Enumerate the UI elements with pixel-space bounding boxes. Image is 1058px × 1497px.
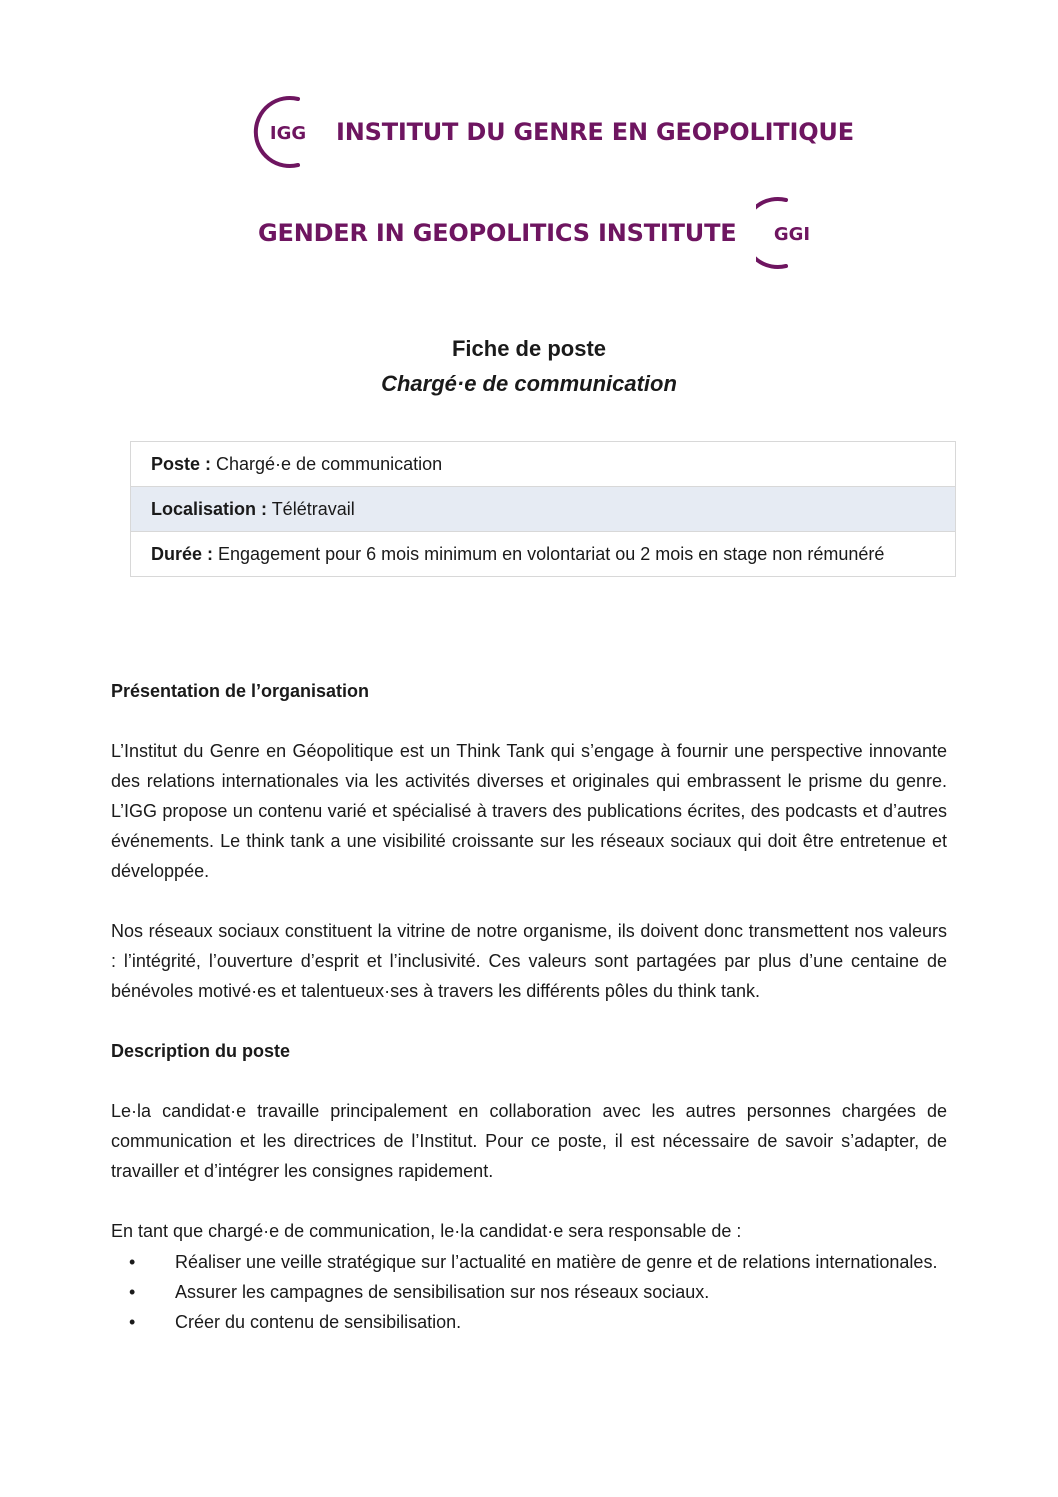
info-value: Télétravail xyxy=(267,499,355,519)
igg-logo-mark xyxy=(250,95,322,169)
section-heading-presentation: Présentation de l’organisation xyxy=(111,681,370,701)
bullet-icon: • xyxy=(129,1282,136,1302)
igg-badge-text: IGG xyxy=(269,123,307,144)
list-item xyxy=(111,1250,947,1274)
job-info-table xyxy=(130,441,956,577)
info-value: Engagement pour 6 mois minimum en volontariat ou 2 mois en stage non rémunéré xyxy=(213,544,885,564)
document-body xyxy=(111,676,947,1340)
logo-fr-name: INSTITUT DU GENRE EN GEOPOLITIQUE xyxy=(336,118,854,146)
info-value: Chargé·e de communication xyxy=(211,454,443,474)
list-item xyxy=(111,1310,947,1334)
page-title: Fiche de poste xyxy=(451,336,607,361)
logo-igg xyxy=(250,95,854,169)
paragraph: En tant que chargé·e de communication, le·la candidat·e sera responsable de : xyxy=(111,1221,742,1241)
responsibilities-list xyxy=(111,1250,947,1334)
logo-en-name: GENDER IN GEOPOLITICS INSTITUTE xyxy=(258,219,737,247)
paragraph: Nos réseaux sociaux constituent la vitrine de notre organisme, ils doivent donc transmettent nos valeurs : l’intégrité, l’ouverture d’esprit et l’inclusivité. Ces valeurs sont partagées par plus d’une centaine de bénévoles motivé·es et talentueux·ses à travers les différents pôles du think tank. xyxy=(111,921,947,1001)
list-item-text: Assurer les campagnes de sensibilisation sur nos réseaux sociaux. xyxy=(175,1282,710,1302)
list-item xyxy=(111,1280,947,1304)
info-label: Localisation : xyxy=(151,499,268,519)
bullet-icon: • xyxy=(129,1312,136,1332)
info-label: Poste : xyxy=(151,454,212,474)
list-item-text: Réaliser une veille stratégique sur l’actualité en matière de genre et de relations internationales. xyxy=(175,1252,938,1272)
paragraph: Le·la candidat·e travaille principalement en collaboration avec les autres personnes chargées de communication et les directrices de l’Institut. Pour ce poste, il est nécessaire de savoir s’adapter, de travailler et d’intégrer les consignes rapidement. xyxy=(111,1101,947,1181)
page-subtitle: Chargé·e de communication xyxy=(381,371,677,396)
info-row-poste xyxy=(131,442,955,487)
bullet-icon: • xyxy=(129,1252,136,1272)
paragraph: L’Institut du Genre en Géopolitique est un Think Tank qui s’engage à fournir une perspective innovante des relations internationales via les activités diverses et originales qui embrassent le prisme du genre. L’IGG propose un contenu varié et spécialisé à travers des publications écrites, des podcasts et d’autres événements. Le think tank a une visibilité croissante sur les réseaux sociaux qui doit être entretenue et développée. xyxy=(111,741,947,881)
section-heading-description: Description du poste xyxy=(111,1041,291,1061)
ggi-badge-text: GGI xyxy=(774,224,811,245)
ggi-logo-mark xyxy=(756,196,828,270)
info-row-localisation xyxy=(131,487,955,532)
info-label: Durée : xyxy=(151,544,214,564)
info-row-duree xyxy=(131,532,955,576)
list-item-text: Créer du contenu de sensibilisation. xyxy=(175,1312,462,1332)
logo-ggi xyxy=(258,196,828,270)
